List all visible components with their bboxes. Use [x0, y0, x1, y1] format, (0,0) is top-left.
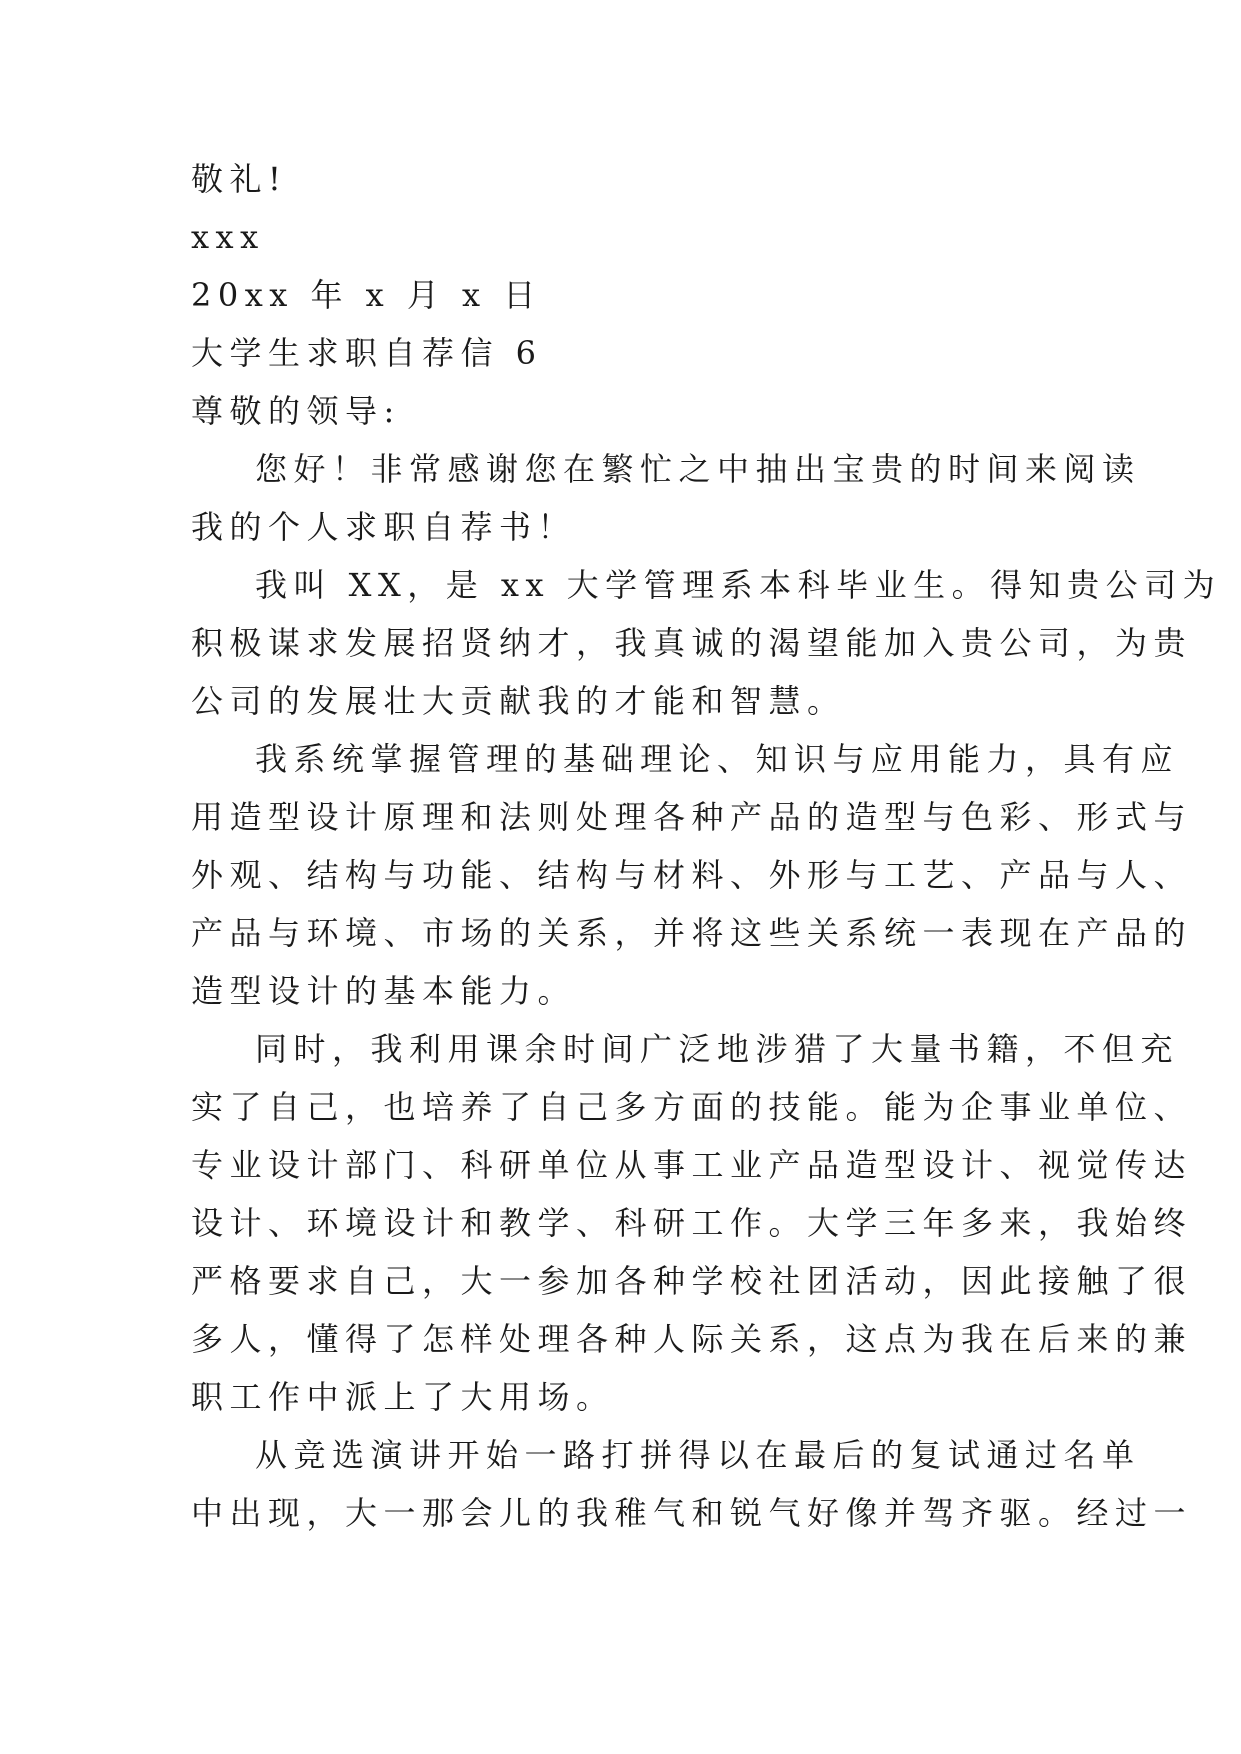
paragraph-line: 从竞选演讲开始一路打拼得以在最后的复试通过名单 — [255, 1436, 1141, 1474]
paragraph-line: 用造型设计原理和法则处理各种产品的造型与色彩、形式与 — [191, 798, 1193, 836]
paragraph — [191, 1020, 1193, 1426]
paragraph-line: 我叫 XX，是 xx 大学管理系本科毕业生。得知贵公司为 — [255, 566, 1222, 604]
paragraph-line: 您好！非常感谢您在繁忙之中抽出宝贵的时间来阅读 — [255, 450, 1141, 488]
paragraph-line: 公司的发展壮大贡献我的才能和智慧。 — [191, 682, 846, 720]
paragraph-line: 我系统掌握管理的基础理论、知识与应用能力，具有应 — [255, 740, 1180, 778]
closing-salute: 敬礼! — [191, 160, 288, 198]
paragraph-line: 设计、环境设计和教学、科研工作。大学三年多来，我始终 — [191, 1204, 1193, 1242]
paragraph-line: 中出现，大一那会儿的我稚气和锐气好像并驾齐驱。经过一 — [191, 1494, 1193, 1532]
paragraph-line: 产品与环境、市场的关系，并将这些关系统一表现在产品的 — [191, 914, 1193, 952]
letter-greeting: 尊敬的领导: — [191, 392, 401, 430]
paragraph — [191, 440, 1141, 556]
paragraph — [191, 556, 1222, 730]
paragraph-line: 职工作中派上了大用场。 — [191, 1378, 615, 1416]
paragraph-line: 我的个人求职自荐书！ — [191, 508, 577, 546]
closing-date: 20xx 年 x 月 x 日 — [191, 276, 542, 314]
paragraph-line: 同时，我利用课余时间广泛地涉猎了大量书籍，不但充 — [255, 1030, 1180, 1068]
letter-title: 大学生求职自荐信 6 — [191, 334, 543, 372]
paragraph — [191, 1426, 1193, 1542]
paragraph-line: 实了自己，也培养了自己多方面的技能。能为企事业单位、 — [191, 1088, 1193, 1126]
closing-signature: xxx — [191, 218, 265, 256]
paragraph-line: 严格要求自己，大一参加各种学校社团活动，因此接触了很 — [191, 1262, 1193, 1300]
paragraph-line: 外观、结构与功能、结构与材料、外形与工艺、产品与人、 — [191, 856, 1193, 894]
paragraph-line: 专业设计部门、科研单位从事工业产品造型设计、视觉传达 — [191, 1146, 1193, 1184]
paragraph-line: 积极谋求发展招贤纳才，我真诚的渴望能加入贵公司，为贵 — [191, 624, 1193, 662]
letter-body — [191, 150, 1222, 1542]
paragraph — [191, 730, 1193, 1020]
paragraph-line: 造型设计的基本能力。 — [191, 972, 577, 1010]
paragraph-line: 多人，懂得了怎样处理各种人际关系，这点为我在后来的兼 — [191, 1320, 1193, 1358]
